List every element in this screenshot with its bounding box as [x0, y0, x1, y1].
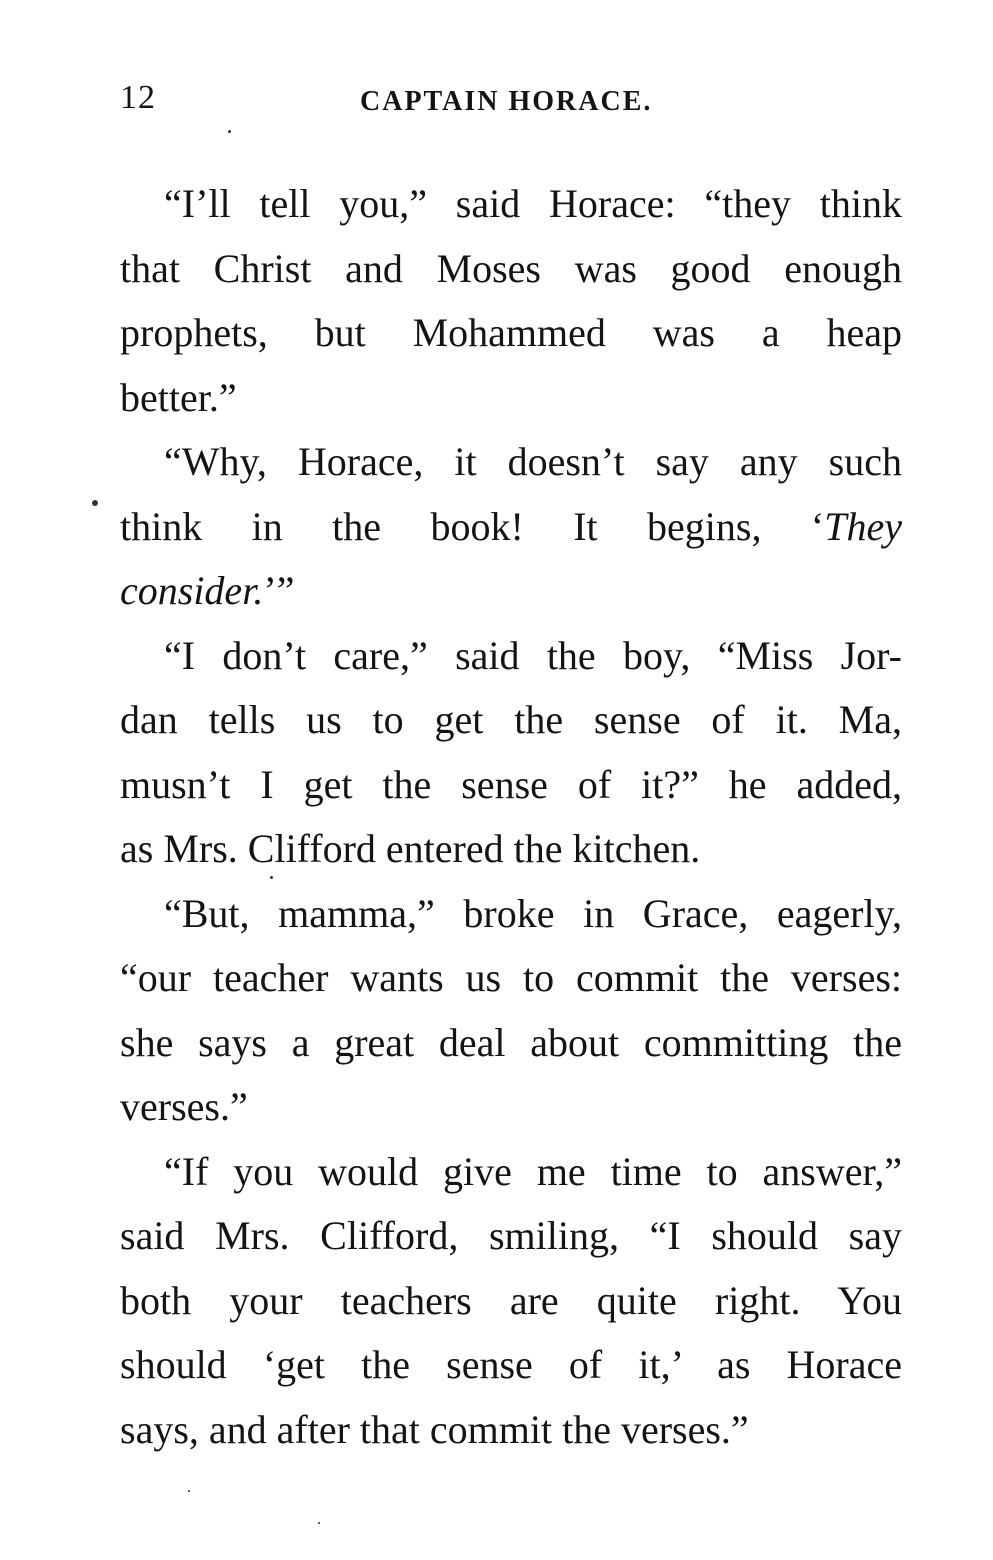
scan-speck — [318, 1522, 320, 1524]
paragraph — [120, 1140, 902, 1463]
text-line: “But, mamma,” broke in Grace, eagerly, — [164, 890, 902, 936]
paragraph — [120, 882, 902, 1140]
paragraph — [120, 624, 902, 882]
text-line: “I don’t care,” said the boy, “Miss Jor- — [164, 632, 902, 678]
text-run: ’” — [263, 568, 295, 613]
text-line: said Mrs. Clifford, smiling, “I should say — [120, 1213, 902, 1258]
text-line: dan tells us to get the sense of it. Ma, — [120, 697, 902, 742]
text-line: verses.” — [120, 1084, 248, 1129]
scan-speck — [188, 1490, 190, 1492]
scan-speck — [270, 876, 273, 879]
text-line: musn’t I get the sense of it?” he added, — [120, 761, 902, 807]
text-line: “Why, Horace, it doesn’t say any such — [164, 439, 902, 484]
running-head: CAPTAIN HORACE. — [360, 86, 653, 117]
text-line — [120, 495, 902, 560]
body-text — [120, 172, 902, 1462]
page-number: 12 — [120, 79, 156, 116]
text-run: think in the book! It begins, ‘ — [120, 503, 825, 549]
text-line: better.” — [120, 374, 237, 420]
text-line: “If you would give me time to answer,” — [164, 1148, 902, 1194]
scan-speck — [228, 130, 231, 133]
text-line: prophets, but Mohammed was a heap — [120, 310, 902, 355]
italic-text: consider. — [120, 568, 264, 613]
scan-speck — [92, 500, 98, 506]
text-line: she says a great deal about committing the — [120, 1019, 902, 1065]
text-line: “our teacher wants us to commit the verses: — [120, 955, 902, 1000]
paragraph — [120, 172, 902, 430]
text-line: both your teachers are quite right. You — [120, 1277, 902, 1323]
text-line: that Christ and Moses was good enough — [120, 245, 902, 291]
text-line: “I’ll tell you,” said Horace: “they think — [164, 181, 902, 226]
text-line: as Mrs. Clifford entered the kitchen. — [120, 826, 701, 871]
text-line — [120, 559, 902, 624]
paragraph — [120, 430, 902, 624]
text-line: says, and after that commit the verses.” — [120, 1406, 749, 1452]
text-line: should ‘get the sense of it,’ as Horace — [120, 1342, 902, 1387]
italic-text: They — [824, 503, 902, 549]
